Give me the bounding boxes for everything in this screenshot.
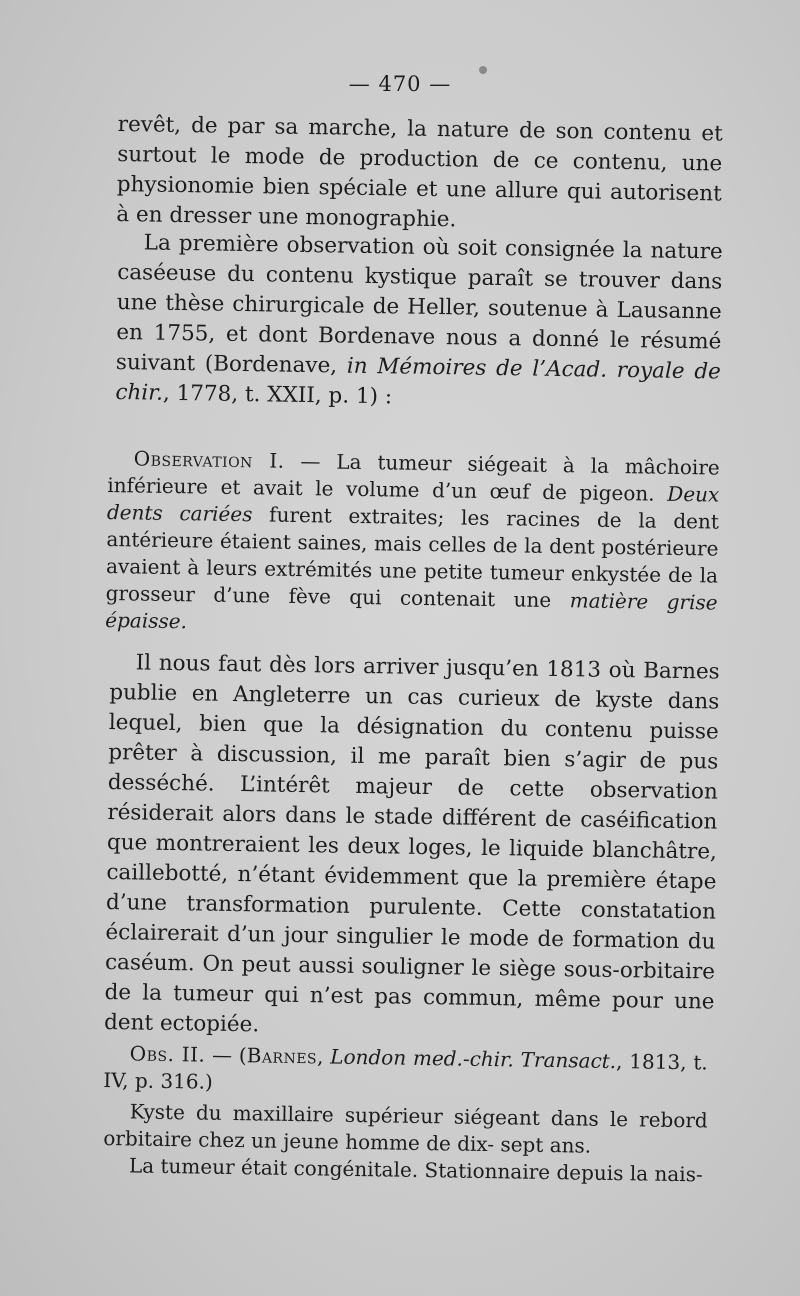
paragraph-heller: [115, 228, 723, 417]
paragraph-text: revêt, de par sa marche, la nature de son contenu et surtout le mode de production de ce contenu, une physionomie bien spéciale et une allure qui autorisent à en dresser une monographie.: [116, 111, 723, 233]
observation-2-body: [103, 1098, 708, 1188]
paragraph-text: , 1778, t. XXII, p. 1) :: [162, 380, 393, 410]
observation-text: furent extraites; les racines de la dent antérieure étaient saines, mais celles de la dent postérieure avaient à leurs extrémités une petite tumeur enkystée de la grosseur d’une fève qui contenait une: [105, 502, 720, 613]
observation-label: Observation I.: [133, 446, 285, 473]
observation-text: — (: [205, 1042, 247, 1068]
paragraph-text: La première observation où soit consignée la nature caséeuse du contenu kystique paraît se trouver dans une thèse chirurgicale de Heller, soutenue à Lausanne en 1755, et dont Bordenave nous a donné le résumé suivant (Bordenave,: [115, 230, 723, 379]
page-number: — 470 —: [348, 72, 452, 96]
observation-italic: matière grise épaisse.: [105, 588, 718, 634]
paragraph-barnes: [104, 648, 720, 1048]
citation-title: London med.-chir. Transact.: [330, 1044, 617, 1074]
observation-text: — La tumeur siégeait à la mâchoire inférieure et avait le volume d’un œuf de pigeon.: [107, 448, 720, 506]
observation-text: La tumeur était congénitale. Stationnaire depuis la nais-: [128, 1153, 703, 1187]
ink-spot: [479, 66, 487, 74]
observation-1: [105, 445, 720, 644]
observation-2-heading: [103, 1040, 708, 1103]
citation-title: in Mémoires de l’Acad. royale de chir.: [115, 353, 722, 406]
paragraph-continuation: [116, 110, 723, 239]
observation-text: Kyste du maxillaire supérieur siégeant dans le rebord orbitaire chez un jeune homme de dix- sept ans.: [103, 1099, 708, 1158]
observation-italic: Deux dents cariées: [106, 481, 720, 527]
observation-text: ,: [316, 1044, 331, 1069]
paragraph-text: Il nous faut dès lors arriver jusqu’en 1813 où Barnes publie en Angleterre un cas curieux de kyste dans lequel, bien que la désignation du contenu puisse prêter à discussion, il me paraît bien s’agir de pus desséché. L’intérêt majeur de cette observation résiderait alors dans le stade différent de caséification que montreraient les deux loges, le liquide blanchâtre, caillebotté, n’étant évidemment que la première étape d’une transformation purulente. Cette constatation éclairerait d’un jour singulier le mode de formation du caséum. On peut aussi souligner le siège sous-orbitaire de la tumeur qui n’est pas commun, même pour une dent ectopiée.: [103, 650, 720, 1038]
observation-text: , 1813, t. IV, p. 316.): [103, 1049, 708, 1094]
citation-author: Barnes: [246, 1043, 318, 1069]
observation-label: Obs. II.: [129, 1041, 206, 1067]
